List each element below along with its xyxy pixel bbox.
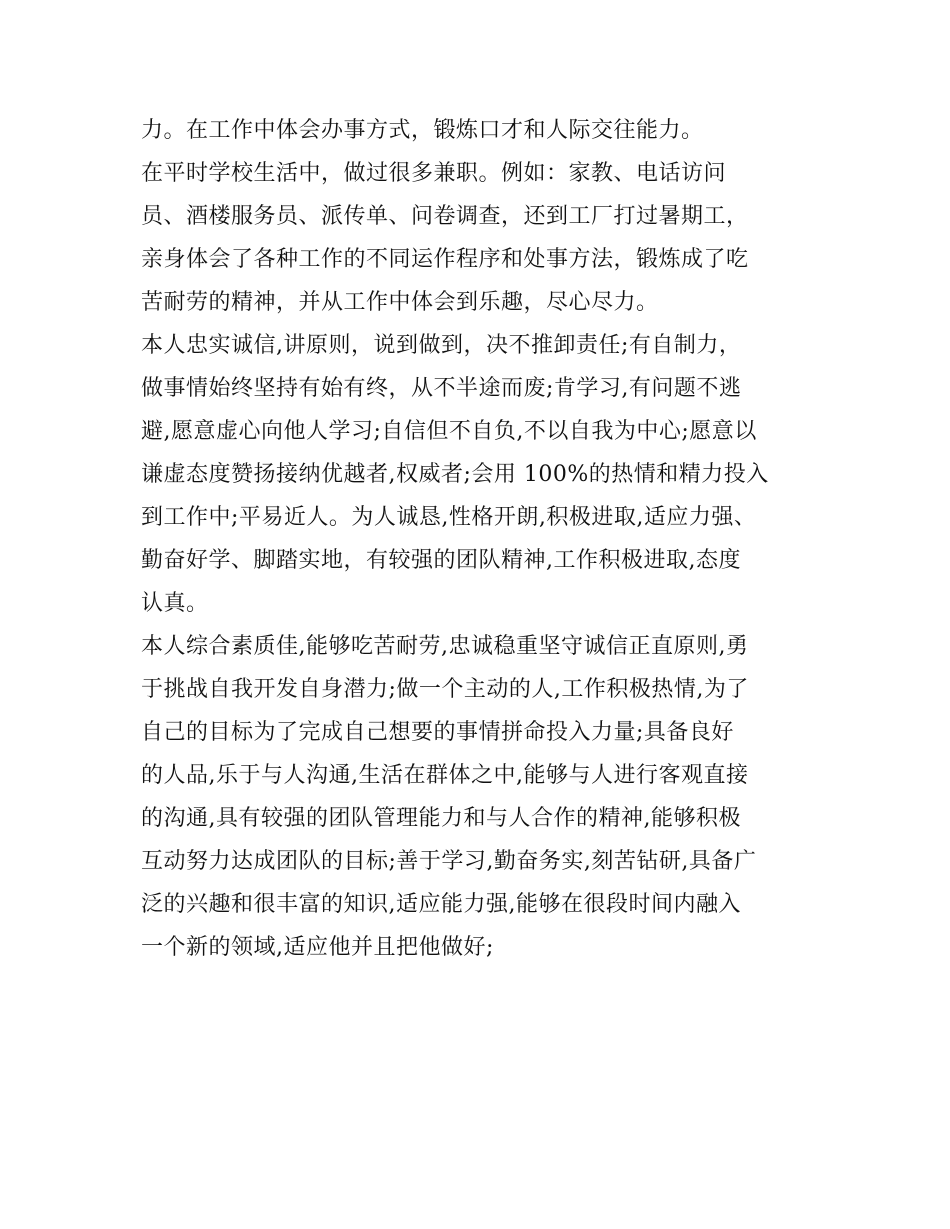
text-line: 一个新的领域,适应他并且把他做好;: [141, 935, 494, 960]
text-line: 的人品,乐于与人沟通,生活在群体之中,能够与人进行客观直接: [141, 763, 749, 788]
text-line: 谦虚态度赞扬接纳优越者,权威者;会用 100%的热情和精力投入: [141, 462, 769, 487]
text-line: 本人综合素质佳,能够吃苦耐劳,忠诚稳重坚守诚信正直原则,勇: [141, 634, 749, 659]
text-line: 避,愿意虚心向他人学习;自信但不自负,不以自我为中心;愿意以: [141, 419, 757, 444]
text-line: 力。在工作中体会办事方式，锻炼口才和人际交往能力。: [141, 118, 704, 143]
text-line: 到工作中;平易近人。为人诚恳,性格开朗,积极进取,适应力强、: [141, 505, 757, 530]
text-line: 勤奋好学、脚踏实地，有较强的团队精神,工作积极进取,态度: [141, 548, 741, 573]
text-line: 互动努力达成团队的目标;善于学习,勤奋务实,刻苦钻研,具备广: [141, 849, 757, 874]
text-line: 本人忠实诚信,讲原则，说到做到，决不推卸责任;有自制力，: [141, 333, 742, 358]
text-line: 员、酒楼服务员、派传单、问卷调查，还到工厂打过暑期工，: [141, 204, 749, 229]
text-line: 做事情始终坚持有始有终，从不半途而废;肯学习,有问题不逃: [141, 376, 742, 401]
text-line: 亲身体会了各种工作的不同运作程序和处事方法，锻炼成了吃: [141, 247, 749, 272]
body-text: [141, 109, 821, 969]
text-line: 在平时学校生活中，做过很多兼职。例如：家教、电话访问: [141, 161, 727, 186]
text-line: 苦耐劳的精神，并从工作中体会到乐趣，尽心尽力。: [141, 290, 659, 315]
text-line: 的沟通,具有较强的团队管理能力和与人合作的精神,能够积极: [141, 806, 741, 831]
text-line: 认真。: [141, 591, 209, 616]
text-line: 泛的兴趣和很丰富的知识,适应能力强,能够在很段时间内融入: [141, 892, 741, 917]
text-line: 自己的目标为了完成自己想要的事情拼命投入力量;具备良好: [141, 720, 734, 745]
text-line: 于挑战自我开发自身潜力;做一个主动的人,工作积极热情,为了: [141, 677, 749, 702]
